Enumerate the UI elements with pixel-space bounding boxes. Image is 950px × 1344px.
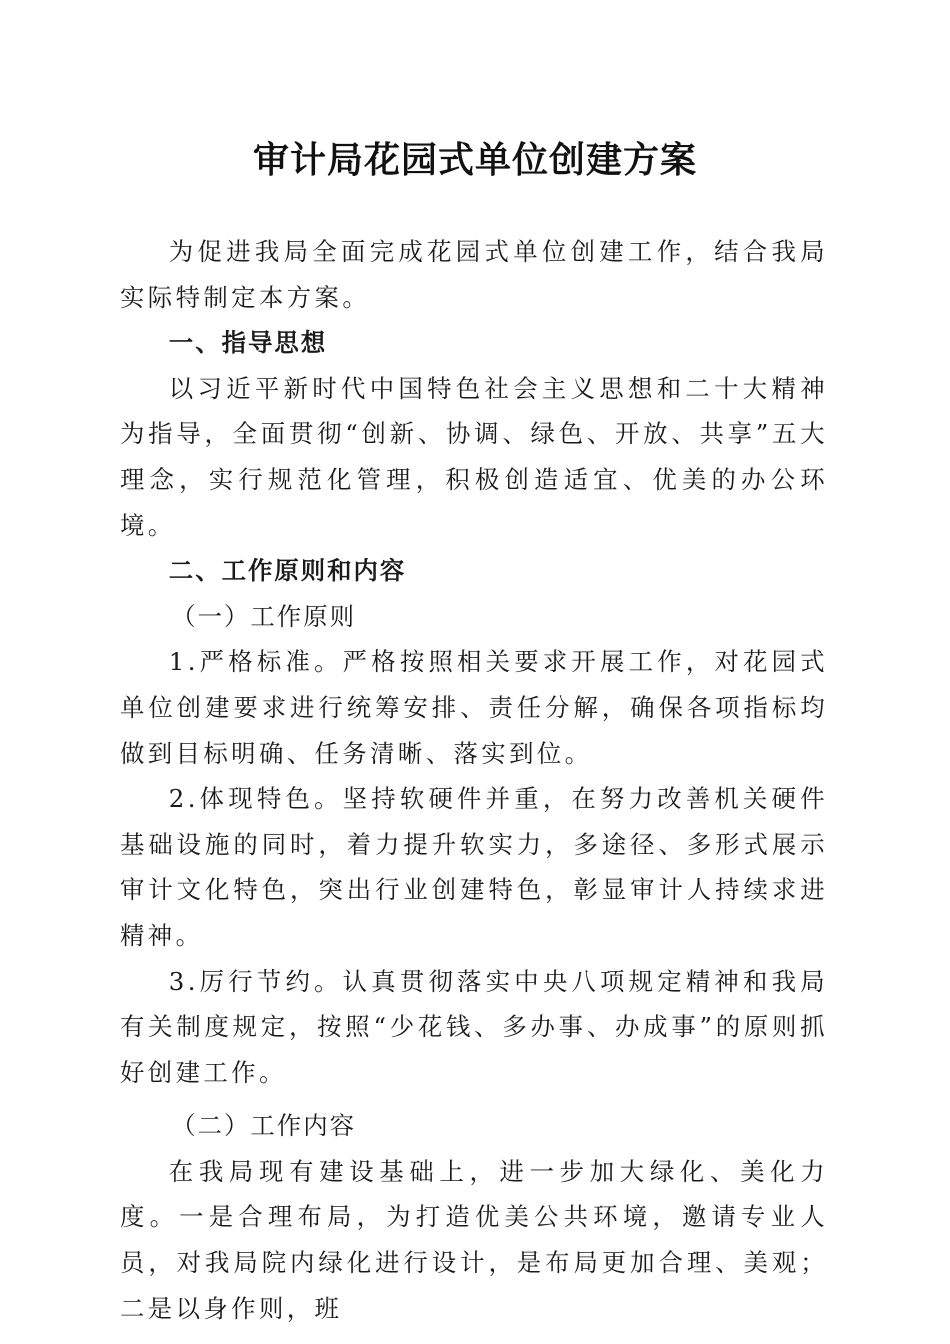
- principle-1-paragraph: 1.严格标准。严格按照相关要求开展工作，对花园式单位创建要求进行统筹安排、责任分解，确保各项指标均做到目标明确、任务清晰、落实到位。: [120, 647, 828, 768]
- principle-3-paragraph: 3.厉行节约。认真贯彻落实中央八项规定精神和我局有关制度规定，按照“少花钱、多办事、办成事”的原则抓好创建工作。: [120, 966, 828, 1087]
- work-content-paragraph: 在我局现有建设基础上，进一步加大绿化、美化力度。一是合理布局，为打造优美公共环境，邀请专业人员，对我局院内绿化进行设计，是布局更加合理、美观；二是以身作则，班: [120, 1156, 828, 1323]
- guiding-ideology-paragraph: 以习近平新时代中国特色社会主义思想和二十大精神为指导，全面贯彻“创新、协调、绿色、开放、共享”五大理念，实行规范化管理，积极创造适宜、优美的办公环境。: [120, 373, 828, 540]
- subsection-heading-content: （二）工作内容: [171, 1111, 356, 1141]
- subsection-heading-principles: （一）工作原则: [171, 601, 356, 631]
- intro-paragraph: 为促进我局全面完成花园式单位创建工作，结合我局实际特制定本方案。: [120, 237, 828, 312]
- document-body: [120, 229, 828, 1331]
- principle-2-paragraph: 2.体现特色。坚持软硬件并重，在努力改善机关硬件基础设施的同时，着力提升软实力，多途径、多形式展示审计文化特色，突出行业创建特色，彰显审计人持续求进精神。: [120, 784, 828, 950]
- section-heading-guiding-ideology: 一、指导思想: [168, 328, 328, 358]
- document-title: 审计局花园式单位创建方案: [252, 139, 697, 181]
- section-heading-principles-content: 二、工作原则和内容: [168, 556, 407, 586]
